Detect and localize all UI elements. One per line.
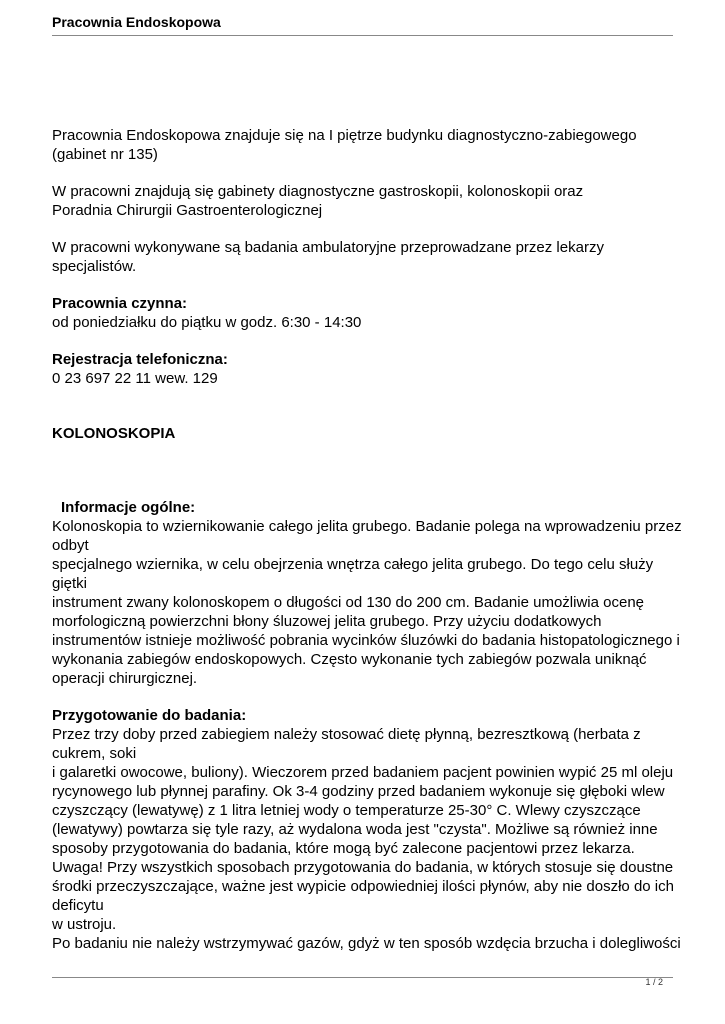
text-line: sposoby przygotowania do badania, które mogą być zalecone pacjentowi przez lekarza. — [52, 840, 635, 857]
text-line: odbyt — [52, 537, 89, 554]
text-line: operacji chirurgicznej. — [52, 670, 198, 687]
text-line: giętki — [52, 575, 88, 592]
text-line: W pracowni znajdują się gabinety diagnostyczne gastroskopii, kolonoskopii oraz — [52, 183, 584, 200]
text-line: Kolonoskopia to wziernikowanie całego jelita grubego. Badanie polega na wprowadzeniu przez — [52, 518, 682, 535]
text-line: deficytu — [52, 897, 104, 914]
page-header — [52, 13, 673, 31]
text-line: czyszczący (lewatywę) z 1 litra letniej wody o temperaturze 25-30° C. Wlewy czyszczące — [52, 802, 641, 819]
text-line: Uwaga! Przy wszystkich sposobach przygotowania do badania, w których stosuje się doustne — [52, 859, 674, 876]
text-line: Pracownia Endoskopowa znajduje się na I piętrze budynku diagnostyczno-zabiegowego — [52, 127, 637, 144]
text-line: i galaretki owocowe, buliony). Wieczorem przed badaniem pacjent powinien wypić 25 ml oleju — [52, 764, 674, 781]
text-line: Poradnia Chirurgii Gastroenterologicznej — [52, 202, 323, 219]
text-line: W pracowni wykonywane są badania ambulatoryjne przeprowadzane przez lekarzy — [52, 239, 604, 256]
text-line: Przez trzy doby przed zabiegiem należy stosować dietę płynną, bezresztkową (herbata z — [52, 726, 641, 743]
registration-block — [52, 350, 673, 388]
page-number: 1 / 2 — [645, 977, 663, 987]
text-line: (gabinet nr 135) — [52, 146, 158, 163]
general-heading: Informacje ogólne: — [61, 499, 196, 516]
text-line: środki przeczyszczające, ważne jest wypicie odpowiedniej ilości płynów, aby nie doszło do ich — [52, 878, 674, 895]
intro-paragraph-3 — [52, 238, 673, 276]
section-title: KOLONOSKOPIA — [52, 425, 176, 442]
text-line: Po badaniu nie należy wstrzymywać gazów, gdyż w ten sposób wzdęcia brzucha i dolegliwości — [52, 935, 681, 952]
text-line: cukrem, soki — [52, 745, 137, 762]
footer-divider — [52, 977, 673, 978]
text-line: w ustroju. — [52, 916, 117, 933]
header-divider — [52, 35, 673, 36]
registration-heading: Rejestracja telefoniczna: — [52, 351, 228, 368]
intro-paragraph-1 — [52, 126, 673, 164]
hours-heading: Pracownia czynna: — [52, 295, 188, 312]
document-body — [52, 126, 682, 953]
text-line: instrument zwany kolonoskopem o długości od 130 do 200 cm. Badanie umożliwia ocenę — [52, 594, 645, 611]
general-info-block — [52, 498, 682, 688]
text-line: (lewatywy) powtarza się tyle razy, aż wydalona woda jest "czysta". Możliwe są również inne — [52, 821, 658, 838]
hours-block — [52, 294, 673, 332]
text-line: wykonania zabiegów endoskopowych. Często wykonanie tych zabiegów pozwala uniknąć — [52, 651, 647, 668]
text-line: specjalistów. — [52, 258, 137, 275]
preparation-heading: Przygotowanie do badania: — [52, 707, 247, 724]
text-line: morfologiczną powierzchni błony śluzowej jelita grubego. Przy użyciu dodatkowych — [52, 613, 602, 630]
header-title: Pracownia Endoskopowa — [52, 14, 221, 30]
text-line: rycynowego lub płynnej parafiny. Ok 3-4 godziny przed badaniem wykonuje się głęboki wlew — [52, 783, 665, 800]
text-line: instrumentów istnieje możliwość pobrania wycinków śluzówki do badania histopatologicznego i — [52, 632, 680, 649]
registration-phone: 0 23 697 22 11 wew. 129 — [52, 370, 218, 387]
text-line: specjalnego wziernika, w celu obejrzenia wnętrza całego jelita grubego. Do tego celu służy — [52, 556, 654, 573]
preparation-block — [52, 706, 681, 953]
hours-text: od poniedziałku do piątku w godz. 6:30 - 14:30 — [52, 314, 362, 331]
intro-paragraph-2 — [52, 182, 673, 220]
